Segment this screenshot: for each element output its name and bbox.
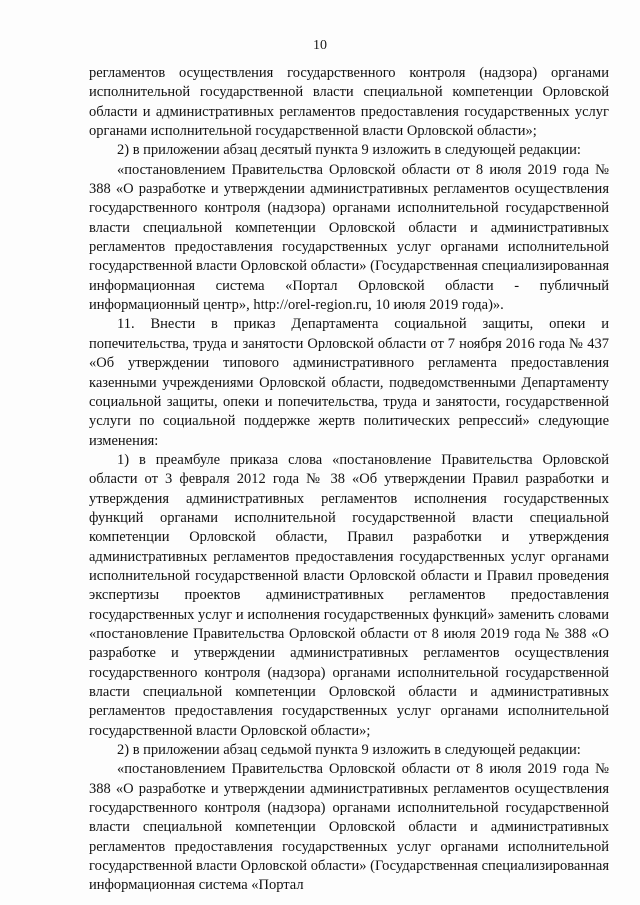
document-body xyxy=(89,64,609,896)
paragraph-item-11: 11. Внести в приказ Департамента социальной защиты, опеки и попечительства, труда и занятости Орловской области от 7 ноября 2016 года № 437 «Об утверждении типового административного регламента предоставления казенными учреждениями Орловской области, подведомственными Департаменту социальной защиты, опеки и попечительства, труда и занятости, государственной услуги по социальной поддержке жертв политических репрессий» следующие изменения: xyxy=(89,316,609,449)
paragraph-item-1-preamble: 1) в преамбуле приказа слова «постановление Правительства Орловской области от 3 февраля 2012 года № 38 «Об утверждении Правил разработки и утверждения административных регламентов исполнения государственных функций органами исполнительной государственной власти специальной компетенции Орловской области, Правил разработки и утверждения административных регламентов предоставления государственных услуг органами исполнительной государственной власти Орловской области и Правил проведения экспертизы проектов административных регламентов предоставления государственных услуг и исполнения государственных функций» заменить словами «постановление Правительства Орловской области от 8 июля 2019 года № 388 «О разработке и утверждении административных регламентов осуществления государственного контроля (надзора) органами исполнительной государственной власти специальной компетенции Орловской области и административных регламентов предоставления государственных услуг органами исполнительной государственной власти Орловской области»; xyxy=(89,451,609,739)
paragraph-quoted-resolution-1: «постановлением Правительства Орловской области от 8 июля 2019 года № 388 «О разработке и утверждении административных регламентов осуществления государственного контроля (надзора) органами исполнительной государственной власти специальной компетенции Орловской области и административных регламентов предоставления государственных услуг органами исполнительной государственной власти Орловской области» (Государственная специализированная информационная система «Портал Орловской области - публичный информационный центр», http://orel-region.ru, 10 июля 2019 года)». xyxy=(89,161,609,314)
paragraph-continuation: регламентов осуществления государственного контроля (надзора) органами исполнительной государственной власти специальной компетенции Орловской области и административных регламентов предоставления государственных услуг органами исполнительной государственной власти Орловской области»; xyxy=(89,65,609,140)
page-number: 10 xyxy=(313,38,327,53)
paragraph-item-2-tenth-abzac: 2) в приложении абзац десятый пункта 9 изложить в следующей редакции: xyxy=(117,142,581,159)
paragraph-quoted-resolution-2: «постановлением Правительства Орловской области от 8 июля 2019 года № 388 «О разработке и утверждении административных регламентов осуществления государственного контроля (надзора) органами исполнительной государственной власти специальной компетенции Орловской области и административных регламентов предоставления государственных услуг органами исполнительной государственной власти Орловской области» (Государственная специализированная информационная система «Портал xyxy=(89,761,609,894)
paragraph-item-2-seventh-abzac: 2) в приложении абзац седьмой пункта 9 изложить в следующей редакции: xyxy=(117,742,581,759)
